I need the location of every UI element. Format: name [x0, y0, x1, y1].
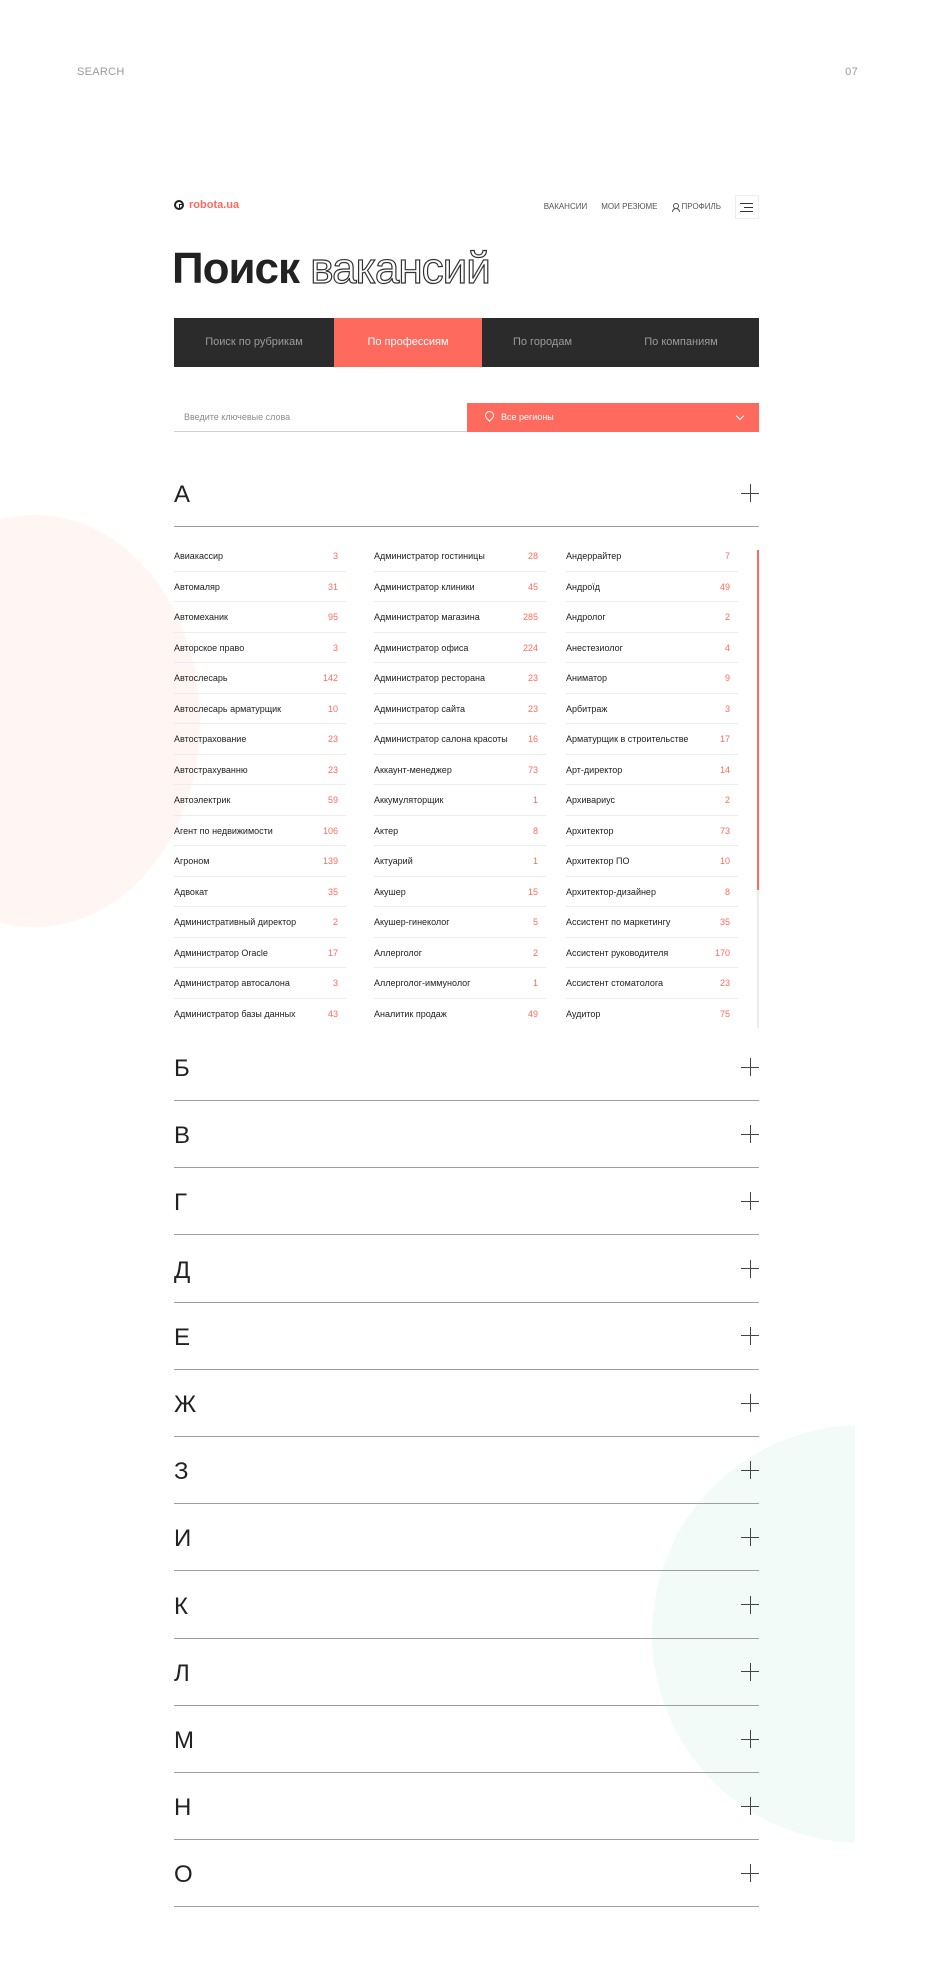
list-item[interactable] — [174, 938, 346, 969]
profession-name: Андроїд — [566, 581, 600, 592]
profession-name: Аккумуляторщик — [374, 795, 444, 805]
profession-name: Автослесарь — [174, 673, 228, 683]
vacancy-count: 8 — [724, 886, 730, 897]
page-number: 07 — [845, 66, 858, 78]
search-tabs — [174, 318, 759, 367]
list-item[interactable] — [174, 663, 346, 694]
section-collapsed — [174, 1369, 759, 1437]
list-item[interactable] — [174, 846, 346, 877]
vacancy-count: 17 — [719, 734, 730, 744]
list-item[interactable] — [374, 663, 546, 694]
section-collapsed — [174, 1033, 759, 1101]
vacancy-count: 285 — [522, 612, 538, 622]
section-collapsed — [174, 1100, 759, 1168]
vacancy-count: 28 — [527, 551, 538, 561]
vacancy-count: 8 — [532, 825, 538, 836]
vacancy-count: 170 — [714, 947, 730, 958]
section-collapsed — [174, 1167, 759, 1235]
section-letter: З — [174, 1458, 189, 1486]
vacancy-count: 10 — [719, 856, 730, 866]
plus-icon[interactable] — [741, 1192, 759, 1210]
page-title-bold: Поиск — [172, 244, 300, 293]
profession-name: Архитектор-дизайнер — [566, 886, 656, 897]
list-item[interactable] — [174, 968, 346, 999]
vacancy-count: 15 — [527, 886, 538, 897]
section-collapsed — [174, 1302, 759, 1370]
list-item[interactable] — [566, 694, 738, 725]
profession-name: Архивариус — [566, 795, 616, 805]
search-row — [174, 403, 759, 432]
section-letter: Д — [174, 1256, 191, 1284]
keyword-search-input[interactable] — [174, 403, 467, 432]
list-item[interactable] — [566, 724, 738, 755]
vacancy-count: 2 — [724, 795, 730, 805]
vacancy-count: 23 — [527, 703, 538, 714]
list-item[interactable] — [566, 602, 738, 633]
vacancy-count: 142 — [322, 673, 338, 683]
vacancy-count: 35 — [719, 917, 730, 927]
nav-profile[interactable] — [672, 202, 721, 211]
list-item[interactable] — [566, 846, 738, 877]
section-letter: Б — [174, 1055, 190, 1082]
list-item[interactable] — [374, 694, 546, 725]
section-header[interactable] — [174, 1503, 759, 1570]
vacancy-count: 14 — [719, 764, 730, 775]
list-item[interactable] — [374, 877, 546, 908]
profession-name: Андролог — [566, 612, 606, 622]
list-item[interactable] — [174, 602, 346, 633]
profession-column-1 — [174, 541, 346, 1028]
vacancy-count: 3 — [724, 703, 730, 714]
list-item[interactable] — [566, 816, 738, 847]
profession-name: Ассистент руководителя — [566, 947, 669, 958]
list-item[interactable] — [566, 938, 738, 969]
location-pin-icon — [483, 409, 496, 422]
profession-name: Автослесарь арматурщик — [174, 703, 282, 714]
profession-column-2 — [374, 541, 546, 1028]
section-collapsed — [174, 1571, 759, 1639]
plus-icon[interactable] — [741, 1461, 759, 1479]
profession-list — [174, 541, 759, 1028]
logo-icon — [174, 200, 184, 210]
section-header[interactable] — [174, 1839, 759, 1906]
nav-my-resumes[interactable]: МОИ РЕЗЮМЕ — [601, 202, 658, 211]
list-item[interactable] — [374, 938, 546, 969]
list-item[interactable] — [174, 785, 346, 816]
list-item[interactable] — [566, 663, 738, 694]
list-item[interactable] — [566, 755, 738, 786]
profession-name: Автострахование — [174, 734, 247, 744]
nav-profile-label: ПРОФИЛЬ — [681, 202, 721, 211]
profession-name: Ассистент по маркетингу — [566, 917, 671, 927]
plus-icon[interactable] — [741, 1394, 759, 1412]
section-header[interactable] — [174, 1705, 759, 1772]
vacancy-count: 2 — [332, 917, 338, 927]
profession-name: Автоэлектрик — [174, 795, 231, 805]
plus-icon[interactable] — [741, 1596, 759, 1614]
section-letter: Г — [174, 1189, 187, 1217]
list-item[interactable] — [566, 541, 738, 572]
profession-name: Администратор салона красоты — [374, 734, 508, 744]
list-item[interactable] — [566, 785, 738, 816]
list-item[interactable] — [174, 572, 346, 603]
vacancy-count: 224 — [522, 642, 538, 653]
section-letter: А — [174, 481, 191, 508]
plus-icon[interactable] — [741, 1797, 759, 1815]
list-item[interactable] — [566, 633, 738, 664]
vacancy-count: 23 — [719, 978, 730, 988]
section-letter: М — [174, 1727, 194, 1754]
menu-icon-line — [740, 203, 753, 204]
vacancy-count: 3 — [332, 642, 338, 653]
profession-name: Администратор сайта — [374, 703, 465, 714]
section-header[interactable] — [174, 1571, 759, 1638]
vacancy-count: 1 — [532, 795, 538, 805]
plus-icon[interactable] — [741, 484, 759, 502]
section-header[interactable] — [174, 1772, 759, 1839]
section-letter: Л — [174, 1659, 190, 1687]
user-icon — [672, 203, 679, 211]
section-header[interactable] — [174, 1033, 759, 1100]
profession-column-3 — [566, 541, 738, 1028]
region-select-label: Все регионы — [501, 412, 554, 422]
profession-name: Акушер — [374, 886, 406, 897]
vacancy-count: 1 — [532, 856, 538, 866]
profession-name: Адвокат — [174, 886, 209, 897]
profession-name: Аллерголог-иммунолог — [374, 978, 471, 988]
vacancy-count: 106 — [322, 825, 338, 836]
list-item[interactable] — [374, 541, 546, 572]
vacancy-count: 4 — [724, 642, 730, 653]
profession-name: Ассистент стоматолога — [566, 978, 663, 988]
section-collapsed — [174, 1638, 759, 1706]
section-header[interactable] — [174, 1167, 759, 1234]
profession-name: Арматурщик в строительстве — [566, 734, 689, 744]
list-item[interactable] — [374, 846, 546, 877]
list-item[interactable] — [374, 816, 546, 847]
corner-label-search: SEARCH — [77, 66, 125, 78]
profession-name: Администратор офиса — [374, 642, 469, 653]
vacancy-count: 45 — [527, 581, 538, 592]
vacancy-count: 23 — [327, 734, 338, 744]
profession-name: Авторское право — [174, 642, 245, 653]
list-item[interactable] — [566, 877, 738, 908]
tab-by-professions[interactable]: По профессиям — [334, 318, 482, 367]
vacancy-count: 2 — [724, 612, 730, 622]
vacancy-count: 35 — [327, 886, 338, 897]
profession-name: Анестезиолог — [566, 642, 623, 653]
list-item[interactable] — [174, 999, 346, 1029]
vacancy-count: 59 — [327, 795, 338, 805]
profession-name: Административный директор — [174, 917, 297, 927]
profession-name: Актер — [374, 825, 399, 836]
hamburger-menu-button[interactable] — [735, 195, 759, 219]
profession-name: Агент по недвижимости — [174, 825, 273, 836]
profession-name: Администратор клиники — [374, 581, 475, 592]
list-item[interactable] — [174, 816, 346, 847]
section-a — [174, 459, 759, 527]
profession-name: Архитектор — [566, 825, 614, 836]
profession-name: Аналитик продаж — [374, 1008, 447, 1019]
vacancy-count: 17 — [327, 947, 338, 958]
vacancy-count: 3 — [332, 551, 338, 561]
list-item[interactable] — [374, 633, 546, 664]
section-collapsed — [174, 1436, 759, 1504]
tab-by-categories[interactable]: Поиск по рубрикам — [205, 336, 303, 348]
page-title — [172, 243, 490, 295]
plus-icon[interactable] — [741, 1125, 759, 1143]
list-item[interactable] — [374, 785, 546, 816]
plus-icon[interactable] — [741, 1327, 759, 1345]
vacancy-count: 95 — [327, 612, 338, 622]
section-letter: И — [174, 1525, 192, 1553]
section-collapsed — [174, 1705, 759, 1773]
profession-name: Архитектор ПО — [566, 856, 630, 866]
vacancy-count: 73 — [527, 764, 538, 775]
list-item[interactable] — [374, 602, 546, 633]
vacancy-count: 2 — [532, 947, 538, 958]
profession-name: Администратор автосалона — [174, 978, 290, 988]
section-collapsed — [174, 1772, 759, 1840]
list-item[interactable] — [174, 724, 346, 755]
plus-icon[interactable] — [741, 1663, 759, 1681]
list-item[interactable] — [174, 755, 346, 786]
menu-icon-line — [740, 211, 753, 212]
profession-name: Аккаунт-менеджер — [374, 764, 452, 775]
list-item[interactable] — [374, 999, 546, 1029]
profession-name: Автомеханик — [174, 612, 228, 622]
section-header[interactable] — [174, 1302, 759, 1369]
profession-name: Аудитор — [566, 1008, 601, 1019]
vacancy-count: 23 — [327, 764, 338, 775]
list-item[interactable] — [566, 999, 738, 1029]
chevron-down-icon — [736, 412, 744, 420]
list-item[interactable] — [374, 755, 546, 786]
vacancy-count: 43 — [327, 1008, 338, 1019]
vacancy-count: 23 — [527, 673, 538, 683]
profession-name: Администратор базы данных — [174, 1008, 296, 1019]
section-header[interactable] — [174, 1638, 759, 1705]
vacancy-count: 16 — [527, 734, 538, 744]
profession-name: Арт-директор — [566, 764, 623, 775]
section-header[interactable] — [174, 1436, 759, 1503]
profession-name: Автомаляр — [174, 581, 220, 592]
list-item[interactable] — [374, 572, 546, 603]
profession-name: Аниматор — [566, 673, 608, 683]
section-a-header[interactable] — [174, 459, 759, 526]
plus-icon[interactable] — [741, 1260, 759, 1278]
profession-name: Администратор ресторана — [374, 673, 485, 683]
vacancy-count: 9 — [724, 673, 730, 683]
vacancy-count: 49 — [719, 581, 730, 592]
section-letter: Ж — [174, 1391, 197, 1418]
list-item[interactable] — [174, 907, 346, 938]
vacancy-count: 31 — [327, 581, 338, 592]
plus-icon[interactable] — [741, 1730, 759, 1748]
vacancy-count: 10 — [327, 703, 338, 714]
scrollbar-thumb[interactable] — [757, 550, 759, 890]
list-item[interactable] — [374, 968, 546, 999]
section-letter: Е — [174, 1323, 191, 1351]
vacancy-count: 3 — [332, 978, 338, 988]
decor-circle-left — [0, 515, 200, 927]
plus-icon[interactable] — [741, 1528, 759, 1546]
nav-vacancies[interactable]: ВАКАНСИИ — [543, 202, 588, 211]
logo[interactable] — [174, 199, 239, 211]
menu-icon-line — [744, 207, 753, 208]
section-collapsed — [174, 1839, 759, 1907]
profession-name: Аллерголог — [374, 947, 423, 958]
list-item[interactable] — [174, 694, 346, 725]
list-item[interactable] — [374, 724, 546, 755]
list-item[interactable] — [374, 907, 546, 938]
profession-name: Агроном — [174, 856, 210, 866]
vacancy-count: 49 — [527, 1008, 538, 1019]
profession-name: Автострахуванню — [174, 764, 248, 775]
list-item[interactable] — [174, 541, 346, 572]
page-title-outline: вакансий — [310, 244, 490, 293]
section-letter: К — [174, 1592, 188, 1620]
list-item[interactable] — [174, 633, 346, 664]
site-header — [174, 195, 759, 219]
section-collapsed — [174, 1235, 759, 1303]
profession-name: Арбитраж — [566, 703, 608, 714]
vacancy-count: 73 — [719, 825, 730, 836]
vacancy-count: 75 — [719, 1008, 730, 1019]
profession-name: Администратор магазина — [374, 612, 480, 622]
region-select[interactable] — [467, 403, 759, 432]
section-letter: О — [174, 1861, 193, 1889]
tab-by-companies[interactable]: По компаниям — [644, 336, 718, 348]
vacancy-count: 5 — [532, 917, 538, 927]
section-letter: В — [174, 1122, 191, 1150]
plus-icon[interactable] — [741, 1058, 759, 1076]
profession-name: Актуарий — [374, 856, 413, 866]
plus-icon[interactable] — [741, 1864, 759, 1882]
section-collapsed — [174, 1503, 759, 1571]
logo-text: robota.ua — [189, 199, 240, 211]
profession-name: Авиакассир — [174, 551, 223, 561]
vacancy-count: 1 — [532, 978, 538, 988]
list-item[interactable] — [566, 572, 738, 603]
tab-by-cities[interactable]: По городам — [512, 336, 573, 348]
profession-name: Андеррайтер — [566, 551, 622, 561]
vacancy-count: 139 — [322, 856, 338, 866]
section-header[interactable] — [174, 1369, 759, 1436]
profession-name: Акушер-гинеколог — [374, 917, 450, 927]
list-item[interactable] — [566, 907, 738, 938]
profession-name: Администратор гостиницы — [374, 551, 485, 561]
list-item[interactable] — [566, 968, 738, 999]
section-header[interactable] — [174, 1235, 759, 1302]
section-letter: Н — [174, 1794, 192, 1822]
section-header[interactable] — [174, 1100, 759, 1167]
profession-name: Администратор Oracle — [174, 947, 268, 958]
vacancy-count: 7 — [724, 551, 730, 561]
top-nav — [544, 202, 721, 211]
list-item[interactable] — [174, 877, 346, 908]
